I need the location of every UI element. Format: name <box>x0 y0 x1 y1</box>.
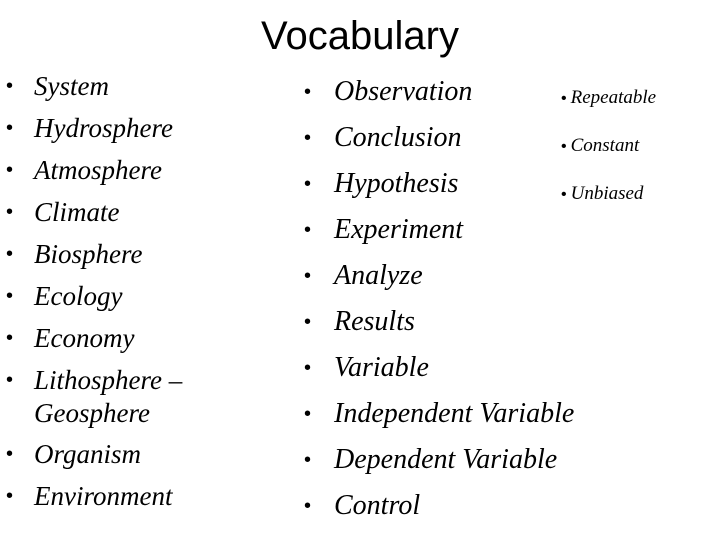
bullet-icon: • <box>6 201 14 223</box>
bullet-icon: • <box>6 327 14 349</box>
list-item <box>304 351 634 385</box>
list-item-label: Atmosphere <box>34 155 162 185</box>
bullet-icon: • <box>304 495 312 517</box>
bullet-icon: • <box>6 443 14 465</box>
bullet-icon: • <box>6 285 14 307</box>
list-item-label: Conclusion <box>334 122 462 153</box>
list-item <box>561 134 711 159</box>
list-item-label: Lithosphere – Geosphere <box>34 365 183 428</box>
left-vocabulary-list <box>6 70 274 522</box>
list-item-label: Observation <box>334 76 473 107</box>
list-item <box>561 182 711 207</box>
list-item-label: Analyze <box>334 260 423 291</box>
page-title: Vocabulary <box>261 14 459 58</box>
list-item-label: Independent Variable <box>334 398 575 429</box>
list-item <box>304 443 634 477</box>
list-item-label: Unbiased <box>570 183 644 204</box>
list-item <box>6 196 274 229</box>
list-item <box>6 322 274 355</box>
bullet-icon: • <box>304 449 312 471</box>
list-item <box>6 238 274 271</box>
list-item <box>304 397 634 431</box>
list-item-label: Ecology <box>34 281 123 311</box>
bullet-icon: • <box>304 403 312 425</box>
list-item <box>561 86 711 111</box>
list-item-label: System <box>34 71 109 101</box>
list-item <box>304 259 634 293</box>
bullet-icon: • <box>304 127 312 149</box>
bullet-icon: • <box>304 311 312 333</box>
list-item-label: Dependent Variable <box>334 444 558 475</box>
list-item-label: Environment <box>34 481 173 511</box>
bullet-icon: • <box>561 90 567 107</box>
bullet-icon: • <box>304 265 312 287</box>
bullet-icon: • <box>561 138 567 155</box>
list-item-label: Economy <box>34 323 135 353</box>
bullet-icon: • <box>6 159 14 181</box>
bullet-icon: • <box>304 173 312 195</box>
bullet-icon: • <box>6 243 14 265</box>
list-item <box>304 489 634 523</box>
bullet-icon: • <box>304 219 312 241</box>
list-item <box>6 70 274 103</box>
list-item-label: Organism <box>34 439 142 469</box>
list-item-label: Climate <box>34 197 120 227</box>
list-item <box>304 305 634 339</box>
list-item-label: Control <box>334 490 421 521</box>
bullet-icon: • <box>304 81 312 103</box>
list-item-label: Variable <box>334 352 429 383</box>
bullet-icon: • <box>6 117 14 139</box>
list-item-label: Hydrosphere <box>34 113 173 143</box>
bullet-icon: • <box>6 485 14 507</box>
bullet-icon: • <box>561 186 567 203</box>
list-item-label: Constant <box>570 135 640 156</box>
list-item <box>6 280 274 313</box>
list-item-label: Repeatable <box>570 87 657 108</box>
list-item <box>6 480 274 513</box>
bullet-icon: • <box>6 369 14 391</box>
list-item <box>6 112 274 145</box>
bullet-icon: • <box>304 357 312 379</box>
list-item-label: Results <box>334 306 415 337</box>
list-item <box>6 438 274 471</box>
list-item-label: Hypothesis <box>334 168 459 199</box>
list-item <box>6 154 274 187</box>
side-vocabulary-list <box>561 86 711 230</box>
bullet-icon: • <box>6 75 14 97</box>
list-item <box>6 364 274 430</box>
list-item-label: Experiment <box>334 214 464 245</box>
list-item-label: Biosphere <box>34 239 143 269</box>
